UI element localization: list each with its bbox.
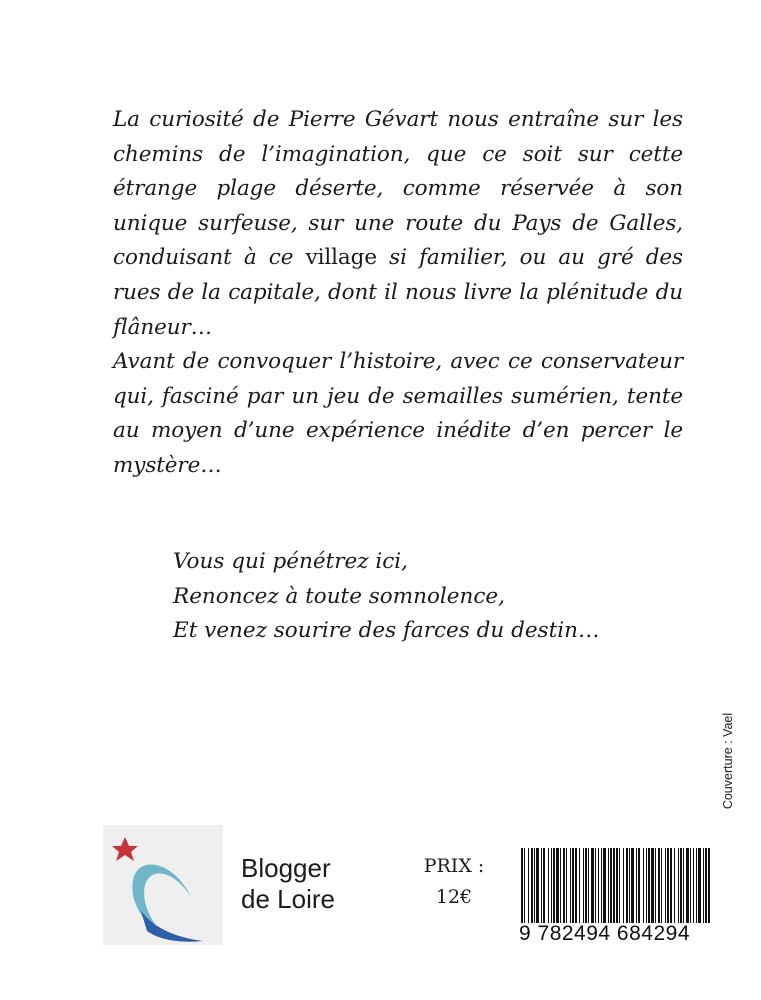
verse-line-3: Et venez sourire des farces du destin… <box>173 618 600 644</box>
barcode-bar <box>613 848 615 923</box>
barcode-bar <box>629 848 630 923</box>
barcode-bar <box>572 848 574 923</box>
barcode-bar <box>658 848 660 923</box>
barcode-bar <box>693 848 694 923</box>
isbn-digits: 9 782494 684294 <box>519 922 690 945</box>
logo-swoosh-blue-icon <box>141 911 203 942</box>
barcode-bar <box>661 848 662 923</box>
barcode-bar <box>556 848 559 923</box>
publisher-logo-graphic <box>103 825 223 945</box>
barcode-bar <box>703 848 704 923</box>
price-value: 12€ <box>435 886 473 908</box>
barcode-bar <box>705 848 707 923</box>
barcode-bar <box>595 848 596 923</box>
barcode-bar <box>643 848 644 923</box>
barcode-bar <box>683 848 684 923</box>
barcode-bar <box>610 848 612 923</box>
barcode-bar <box>566 848 567 923</box>
barcode-bar <box>616 848 618 923</box>
barcode-bar <box>591 848 594 923</box>
barcode-bar <box>560 848 561 923</box>
barcode-bar <box>608 848 609 923</box>
isbn-barcode <box>519 848 712 923</box>
logo-star-icon <box>112 837 138 861</box>
barcode-bar <box>623 848 624 923</box>
verse-line-2: Renoncez à toute somnolence, <box>173 583 505 609</box>
publisher-logo <box>103 825 223 945</box>
blurb-paragraph-1 <box>113 103 683 345</box>
publisher-name <box>241 853 335 915</box>
barcode-bar <box>551 848 552 923</box>
barcode-bar <box>686 848 689 923</box>
verse-line-1: Vous qui pénétrez ici, <box>173 549 409 574</box>
barcode-bar <box>563 848 565 923</box>
barcode-bar <box>674 848 675 923</box>
barcode-bar <box>698 848 701 923</box>
barcode-bar <box>678 848 679 923</box>
verse-stanza <box>173 545 599 649</box>
barcode-bar <box>670 848 672 923</box>
barcode-bar <box>636 848 637 923</box>
logo-swoosh-teal-icon <box>132 865 191 937</box>
barcode-bar <box>626 848 628 923</box>
barcode-bar <box>543 848 545 923</box>
back-cover-blurb <box>113 103 683 484</box>
barcode-bar <box>536 848 539 923</box>
barcode-bar <box>528 848 529 923</box>
barcode-bar <box>601 848 602 923</box>
barcode-bar <box>583 848 584 923</box>
barcode-bar <box>579 848 580 923</box>
blurb-p1-text-a: La curiosité de Pierre Gévart nous entraîne sur les chemins de l’imagination, que ce soit sur cette étrange plage déserte, comme réservée à son unique surfeuse, sur une route du Pays de Galles, conduisant à ce <box>113 107 683 271</box>
price-label: PRIX : <box>423 855 485 877</box>
blurb-p1-text-b: si familier, ou au gré des rues de la capitale, dont il nous livre la plénitude du flâneur… <box>113 245 683 340</box>
publisher-name-line-2: de Loire <box>241 884 335 914</box>
barcode-bar <box>648 848 650 923</box>
barcode-bar <box>603 848 606 923</box>
barcode-bar <box>585 848 587 923</box>
blurb-p1-upright-word: village <box>305 245 377 271</box>
barcode-bar <box>690 848 691 923</box>
barcode-bar <box>667 848 669 923</box>
barcode-bar <box>655 848 656 923</box>
barcode-bar <box>680 848 682 923</box>
barcode-bar <box>665 848 666 923</box>
barcode-bar <box>588 848 589 923</box>
barcode-bar <box>651 848 654 923</box>
barcode-bar <box>638 848 640 923</box>
barcode-bar <box>646 848 647 923</box>
barcode-bar <box>570 848 571 923</box>
barcode-bars-graphic <box>519 848 712 923</box>
blurb-paragraph-2: Avant de convoquer l’histoire, avec ce conservateur qui, fasciné par un jeu de semailles sumérien, tente au moyen d’une expérience inédite d’en percer le mystère… <box>113 349 683 478</box>
barcode-bar <box>598 848 599 923</box>
cover-credit-text: Couverture : Vael <box>721 712 736 810</box>
barcode-bar <box>521 848 523 923</box>
barcode-bar <box>575 848 577 923</box>
barcode-bar <box>541 848 542 923</box>
barcode-bar <box>534 848 535 923</box>
barcode-bar <box>548 848 549 923</box>
cover-credit <box>717 694 739 828</box>
barcode-bar <box>553 848 555 923</box>
price-block <box>412 851 496 913</box>
barcode-bar <box>696 848 697 923</box>
barcode-bar <box>708 848 710 923</box>
barcode-bar <box>524 848 525 923</box>
barcode-bar <box>619 848 620 923</box>
publisher-name-line-1: Blogger <box>241 853 331 883</box>
barcode-bar <box>531 848 533 923</box>
barcode-bar <box>631 848 634 923</box>
